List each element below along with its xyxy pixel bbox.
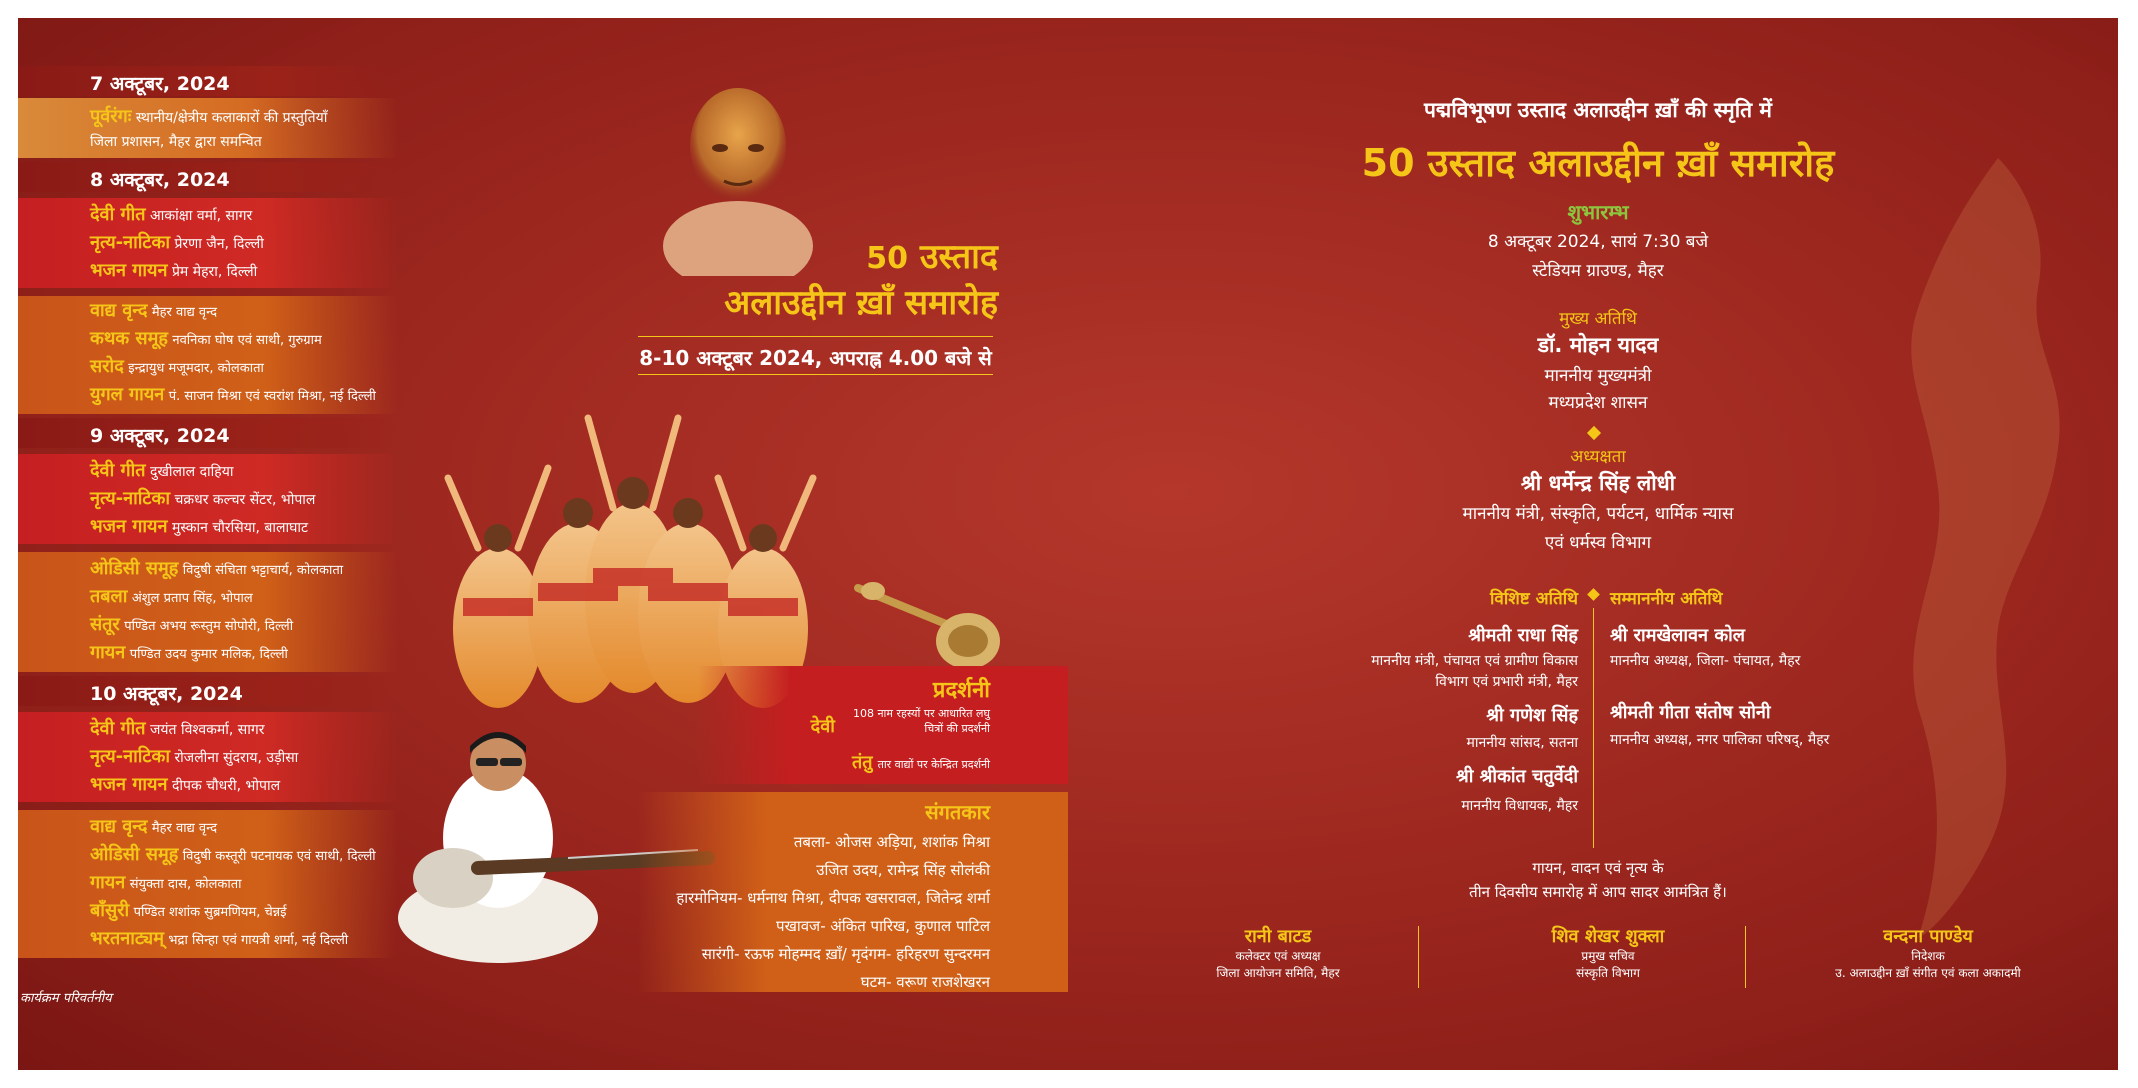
guest-title: माननीय मंत्री, पंचायत एवं ग्रामीण विकास: [1371, 653, 1578, 669]
artist-name: पण्डित शशांक सुब्रमणियम, चेन्नई: [133, 905, 287, 920]
title-divider: [638, 374, 993, 375]
day4-group2: [18, 810, 398, 958]
title-line2: अलाउद्दीन ख़ाँ समारोह: [724, 283, 998, 323]
guest-name: श्री गणेश सिंह: [1486, 705, 1578, 726]
closing-line: तीन दिवसीय समारोह में आप सादर आमंत्रित हैं।: [1469, 883, 1727, 901]
signatory-name: शिव शेखर शुक्ला: [1551, 926, 1665, 947]
day-header: 9 अक्टूबर, 2024: [18, 418, 393, 448]
artist-name: स्थानीय/क्षेत्रीय कलाकारों की प्रस्तुतियाँ: [135, 110, 328, 126]
accompanist-line: घटम- वरूण राजशेखरन: [860, 973, 990, 991]
honored-guests: [1610, 586, 1910, 749]
signatory-divider: [1418, 926, 1419, 988]
jubilee-number: 50: [1361, 141, 1415, 185]
program-type: देवी गीत: [90, 718, 146, 739]
special-guests-label: विशिष्ट अतिथि: [1489, 589, 1578, 609]
chief-guest-section: [1298, 306, 1898, 413]
program-type: गायन: [90, 872, 126, 893]
program-type: तबला: [90, 586, 128, 607]
chief-guest-name: डॉ. मोहन यादव: [1537, 333, 1659, 357]
invitation-title: [1278, 136, 1918, 188]
accompanist-line: सारंगी- रऊफ मोहम्मद ख़ाँ/ मृदंगम- हरिहरण सुन्दरमन: [701, 945, 990, 963]
program-type: देवी गीत: [90, 204, 146, 225]
inauguration-time: 8 अक्टूबर 2024, सायं 7:30 बजे: [1487, 232, 1709, 252]
day1-block: [18, 98, 398, 158]
artist-name: संयुक्ता दास, कोलकाता: [129, 877, 242, 892]
signatory-title: प्रमुख सचिव: [1581, 949, 1635, 963]
exhibition-text: तार वाद्यों पर केन्द्रित प्रदर्शनी: [877, 758, 990, 771]
artist-name: भद्रा सिन्हा एवं गायत्री शर्मा, नई दिल्ली: [168, 933, 349, 948]
honored-guests-label: सम्माननीय अतिथि: [1610, 589, 1723, 609]
artist-name: मैहर वाद्य वृन्द: [151, 305, 218, 320]
memory-line: पद्मविभूषण उस्ताद अलाउद्दीन ख़ाँ की स्मृति में: [1424, 98, 1772, 122]
artist-name: मुस्कान चौरसिया, बालाघाट: [171, 520, 309, 536]
presidency-title: माननीय मंत्री, संस्कृति, पर्यटन, धार्मिक न्यास: [1462, 504, 1734, 524]
diamond-ornament: [1587, 426, 1601, 440]
program-type: भजन गायन: [90, 774, 168, 795]
presidency-label: अध्यक्षता: [1570, 447, 1626, 467]
artist-name: विदुषी कस्तूरी पटनायक एवं साथी, दिल्ली: [182, 849, 376, 864]
exhibition-title: प्रदर्शनी: [932, 678, 990, 703]
invitation-card: [18, 18, 2118, 1070]
artist-name: पं. साजन मिश्रा एवं स्वरांश मिश्रा, नई दिल्ली: [168, 389, 376, 404]
day4-group1: [18, 712, 398, 802]
day-header: 10 अक्टूबर, 2024: [18, 676, 393, 706]
day-header: 8 अक्टूबर, 2024: [18, 162, 393, 192]
artist-name: अंशुल प्रताप सिंह, भोपाल: [131, 591, 253, 606]
artist-name: जिला प्रशासन, मैहर द्वारा समन्वित: [90, 134, 262, 150]
title-text: उस्ताद अलाउद्दीन ख़ाँ समारोह: [1427, 141, 1835, 185]
inauguration-label: शुभारम्भ: [1567, 200, 1629, 224]
day2-group2: [18, 296, 398, 414]
artist-name: मैहर वाद्य वृन्द: [151, 821, 218, 836]
program-type: भरतनाट्यम्: [90, 928, 164, 949]
column-divider: [1593, 608, 1594, 848]
signatory: [1128, 924, 1428, 982]
signatory-title: कलेक्टर एवं अध्यक्ष: [1235, 949, 1321, 963]
artist-name: जयंत विश्वकर्मा, सागर: [150, 722, 265, 738]
signatory-divider: [1745, 926, 1746, 988]
signatory-title: जिला आयोजन समिति, मैहर: [1216, 966, 1340, 980]
accompanist-line: पखावज- अंकित पारिख, कुणाल पाटिल: [776, 917, 990, 935]
program-type: संतूर: [90, 614, 120, 635]
center-title: [638, 236, 998, 326]
closing-line: गायन, वादन एवं नृत्य के: [1532, 859, 1664, 877]
signatory-title: निदेशक: [1911, 949, 1945, 963]
program-type: गायन: [90, 642, 126, 663]
day3-group2: [18, 552, 398, 672]
day-header: 7 अक्टूबर, 2024: [18, 66, 393, 96]
program-type: ओडिसी समूह: [90, 558, 179, 579]
artist-name: पण्डित उदय कुमार मलिक, दिल्ली: [129, 647, 288, 662]
program-type: युगल गायन: [90, 384, 165, 405]
title-divider: [638, 336, 993, 337]
guest-name: श्री श्रीकांत चतुर्वेदी: [1455, 766, 1578, 787]
accompanists-box: [638, 792, 1068, 992]
program-type: भजन गायन: [90, 516, 168, 537]
schedule-footnote: कार्यक्रम परिवर्तनीय: [20, 991, 112, 1006]
watermark-silhouette: [1878, 148, 2098, 948]
signatory-name: वन्दना पाण्डेय: [1883, 926, 1973, 947]
program-type: पूर्वरंगः: [90, 106, 132, 127]
artist-name: प्रेरणा जैन, दिल्ली: [174, 236, 264, 252]
accompanists-list: [676, 828, 990, 996]
artist-name: रोजलीना सुंदराय, उड़ीसा: [174, 750, 299, 766]
chief-guest-title: माननीय मुख्यमंत्री: [1544, 366, 1652, 386]
artist-name: दुखीलाल दाहिया: [150, 464, 234, 480]
accompanist-line: तबला- ओजस अड़िया, शशांक मिश्रा: [793, 833, 990, 851]
signatory: [1458, 924, 1758, 982]
program-type: वाद्य वृन्द: [90, 816, 148, 837]
jubilee-number: 50: [866, 241, 909, 276]
program-type: बाँसुरी: [90, 900, 130, 921]
closing-invitation: [1298, 856, 1898, 904]
signatory-name: रानी बाटड: [1244, 926, 1312, 947]
program-type: ओडिसी समूह: [90, 844, 179, 865]
program-type: देवी गीत: [90, 460, 146, 481]
exhibition-text: 108 नाम रहस्यों पर आधारित लघु चित्रों की प्रदर्शनी: [852, 707, 990, 735]
artist-name: पण्डित अभय रूस्तुम सोपोरी, दिल्ली: [124, 619, 294, 634]
venue: स्टेडियम ग्राउण्ड, मैहर: [1532, 261, 1664, 281]
program-type: वाद्य वृन्द: [90, 300, 148, 321]
accompanists-title: संगतकार: [925, 800, 990, 824]
program-type: नृत्य-नाटिका: [90, 746, 170, 767]
day3-group1: [18, 454, 398, 544]
inauguration-section: [1298, 198, 1898, 281]
accompanist-line: हारमोनियम- धर्मनाथ मिश्रा, दीपक खसरावल, जितेन्द्र शर्मा: [676, 889, 990, 907]
guest-title: माननीय विधायक, मैहर: [1461, 798, 1578, 814]
artist-name: नवनिका घोष एवं साथी, गुरुग्राम: [172, 333, 322, 348]
artist-name: इन्द्रायुध मजूमदार, कोलकाता: [128, 361, 264, 376]
exhibition-head: तंतु: [851, 752, 873, 773]
exhibition-head: देवी: [810, 716, 835, 737]
guest-name: श्रीमती राधा सिंह: [1468, 625, 1578, 646]
guest-title: माननीय अध्यक्ष, जिला- पंचायत, मैहर: [1610, 653, 1801, 669]
presidency-title: एवं धर्मस्व विभाग: [1544, 533, 1652, 553]
program-type: भजन गायन: [90, 260, 168, 281]
diamond-ornament: [1587, 588, 1600, 601]
guest-title: माननीय सांसद, सतना: [1466, 735, 1578, 751]
special-guests: [1318, 586, 1578, 815]
guest-title: माननीय अध्यक्ष, नगर पालिका परिषद्, मैहर: [1610, 732, 1830, 748]
signatory-title: उ. अलाउद्दीन ख़ाँ संगीत एवं कला अकादमी: [1835, 966, 2021, 980]
guest-name: श्री रामखेलावन कोल: [1610, 625, 1746, 646]
program-type: नृत्य-नाटिका: [90, 232, 170, 253]
presidency-name: श्री धर्मेन्द्र सिंह लोधी: [1520, 471, 1676, 495]
artist-name: दीपक चौधरी, भोपाल: [171, 778, 281, 794]
festival-dates: 8-10 अक्टूबर 2024, अपराह्न 4.00 बजे से: [639, 346, 992, 370]
artist-name: विदुषी संचिता भट्टाचार्य, कोलकाता: [182, 563, 344, 578]
guest-title: विभाग एवं प्रभारी मंत्री, मैहर: [1435, 674, 1578, 690]
guest-name: श्रीमती गीता संतोष सोनी: [1610, 702, 1771, 723]
artist-name: प्रेम मेहरा, दिल्ली: [171, 264, 258, 280]
day2-group1: [18, 198, 398, 288]
chief-guest-title: मध्यप्रदेश शासन: [1548, 393, 1648, 413]
accompanist-line: उजित उदय, रामेन्द्र सिंह सोलंकी: [816, 861, 990, 879]
signatory-title: संस्कृति विभाग: [1576, 966, 1640, 980]
veena-image: [848, 563, 1008, 683]
program-type: कथक समूह: [90, 328, 168, 349]
artist-name: आकांक्षा वर्मा, सागर: [150, 208, 253, 224]
program-type: सरोद: [90, 356, 124, 377]
exhibition-box: [698, 666, 1068, 784]
chief-guest-label: मुख्य अतिथि: [1559, 309, 1637, 329]
presidency-section: [1298, 444, 1898, 553]
program-type: नृत्य-नाटिका: [90, 488, 170, 509]
signatory: [1778, 924, 2078, 982]
artist-name: चक्रधर कल्चर सेंटर, भोपाल: [174, 492, 316, 508]
title-line1: उस्ताद: [919, 237, 998, 277]
